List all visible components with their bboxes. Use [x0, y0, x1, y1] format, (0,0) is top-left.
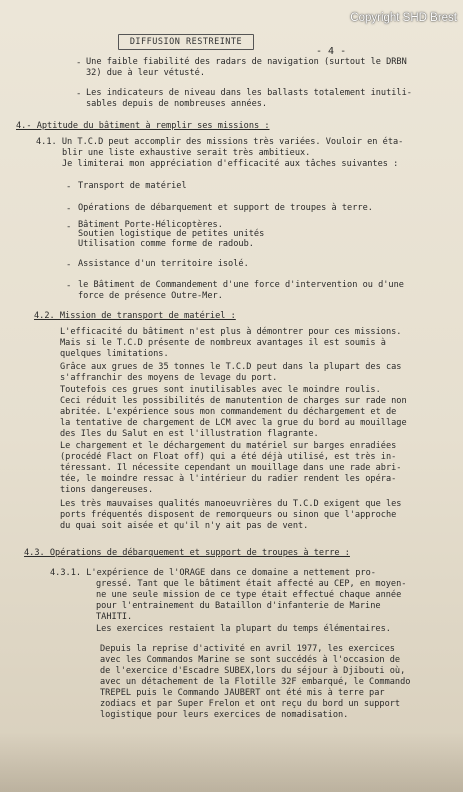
bullet-dash: - [66, 260, 72, 270]
text-line: gressé. Tant que le bâtiment était affecté au CEP, en moyen- [96, 579, 407, 589]
section-heading: 4.- Aptitude du bâtiment à remplir ses missions : [16, 121, 270, 131]
text-line: Une faible fiabilité des radars de navigation (surtout le DRBN [86, 57, 407, 67]
bullet-dash: - [66, 182, 72, 192]
text-line: du quai soit aisée et qu'il n'y ait pas de vent. [60, 521, 309, 531]
list-item: Bâtiment Porte-Hélicoptères. [78, 220, 223, 230]
text-line: Les exercices restaient la plupart du temps élémentaires. [96, 624, 391, 634]
bullet-dash: - [76, 89, 82, 99]
copyright-watermark: Copyright SHD Brest [350, 12, 457, 24]
text-line: Les indicateurs de niveau dans les ballasts totalement inutili- [86, 88, 412, 98]
section-heading: 4.2. Mission de transport de matériel : [34, 311, 236, 321]
text-line: la tentative de chargement de LCM avec la grue du bord au mouillage [60, 418, 407, 428]
bullet-dash: - [76, 58, 82, 68]
text-line: logistique pour leurs exercices de nomadisation. [100, 710, 349, 720]
bullet-dash: - [66, 204, 72, 214]
section-heading: 4.3. Opérations de débarquement et support de troupes à terre : [24, 548, 350, 558]
text-line: sables depuis de nombreuses années. [86, 99, 268, 109]
list-item: le Bâtiment de Commandement d'une force d'intervention ou d'une [78, 280, 404, 290]
text-line: Les très mauvaises qualités manoeuvrières du T.C.D exigent que les [60, 499, 402, 509]
text-line: Depuis la reprise d'activité en avril 1977, les exercices [100, 644, 395, 654]
text-line: de l'exercice d'Escadre SUBEX,lors du séjour à Djibouti où, [100, 666, 406, 676]
text-line: 32) due à leur vétusté. [86, 68, 205, 78]
text-line: Le chargement et le déchargement du matériel sur barges enradiées [60, 441, 397, 451]
text-line: pour l'entrainement du Bataillon d'infanterie de Marine [96, 601, 381, 611]
bullet-dash: - [66, 222, 72, 232]
text-line: TREPEL puis le Commando JAUBERT ont été mis à terre par [100, 688, 385, 698]
text-line: tée, le moindre ressac à l'intérieur du radier rendent les opéra- [60, 474, 397, 484]
text-line: (procédé Flact on Float off) qui a été déjà utilisé, est très in- [60, 452, 397, 462]
text-line: Mais si le T.C.D présente de nombreux avantages il est soumis à [60, 338, 386, 348]
text-line: ports fréquentés disposent de remorqueurs ou sinon que l'approche [60, 510, 397, 520]
list-item: Assistance d'un territoire isolé. [78, 259, 249, 269]
list-item: Transport de matériel [78, 181, 187, 191]
text-line: Toutefois ces grues sont inutilisables avec le moindre roulis. [60, 385, 381, 395]
text-line: téressant. Il nécessite cependant un mouillage dans une rade abri- [60, 463, 402, 473]
text-line: des Iles du Salut en est l'illustration flagrante. [60, 429, 319, 439]
text-line: ne une seule mission de ce type était effectué chaque année [96, 590, 402, 600]
text-line: zodiacs et par Super Frelon et ont reçu du bord un support [100, 699, 401, 709]
text-line: Grâce aux grues de 35 tonnes le T.C.D peut dans la plupart des cas [60, 362, 402, 372]
text-line: avec un détachement de la Flotille 32F embarqué, le Commando [100, 677, 411, 687]
classification-stamp: DIFFUSION RESTREINTE [118, 34, 254, 50]
text-line: 4.1. Un T.C.D peut accomplir des missions très variées. Vouloir en éta- [36, 137, 404, 147]
text-line: Je limiterai mon appréciation d'efficacité aux tâches suivantes : [62, 159, 399, 169]
text-line: blir une liste exhaustive serait très ambitieux. [62, 148, 311, 158]
text-line: quelques limitations. [60, 349, 169, 359]
text-line: tions dangereuses. [60, 485, 154, 495]
text-line: Ceci réduit les possibilités de manutention de charges sur rade non [60, 396, 407, 406]
text-line: avec les Commandos Marine se sont succédés à l'occasion de [100, 655, 401, 665]
page-shadow [0, 732, 463, 792]
text-line: abritée. L'expérience sous mon commandement du déchargement et de [60, 407, 397, 417]
list-item: Utilisation comme forme de radoub. [78, 239, 254, 249]
text-line: s'affranchir des moyens de levage du port. [60, 373, 278, 383]
list-item: force de présence Outre-Mer. [78, 291, 223, 301]
page-number: - 4 - [316, 46, 347, 57]
list-item: Soutien logistique de petites unités [78, 229, 265, 239]
bullet-dash: - [66, 281, 72, 291]
text-line: TAHITI. [96, 612, 133, 622]
text-line: 4.3.1. L'expérience de l'ORAGE dans ce domaine a nettement pro- [50, 568, 376, 578]
text-line: L'efficacité du bâtiment n'est plus à démontrer pour ces missions. [60, 327, 402, 337]
list-item: Opérations de débarquement et support de troupes à terre. [78, 203, 373, 213]
